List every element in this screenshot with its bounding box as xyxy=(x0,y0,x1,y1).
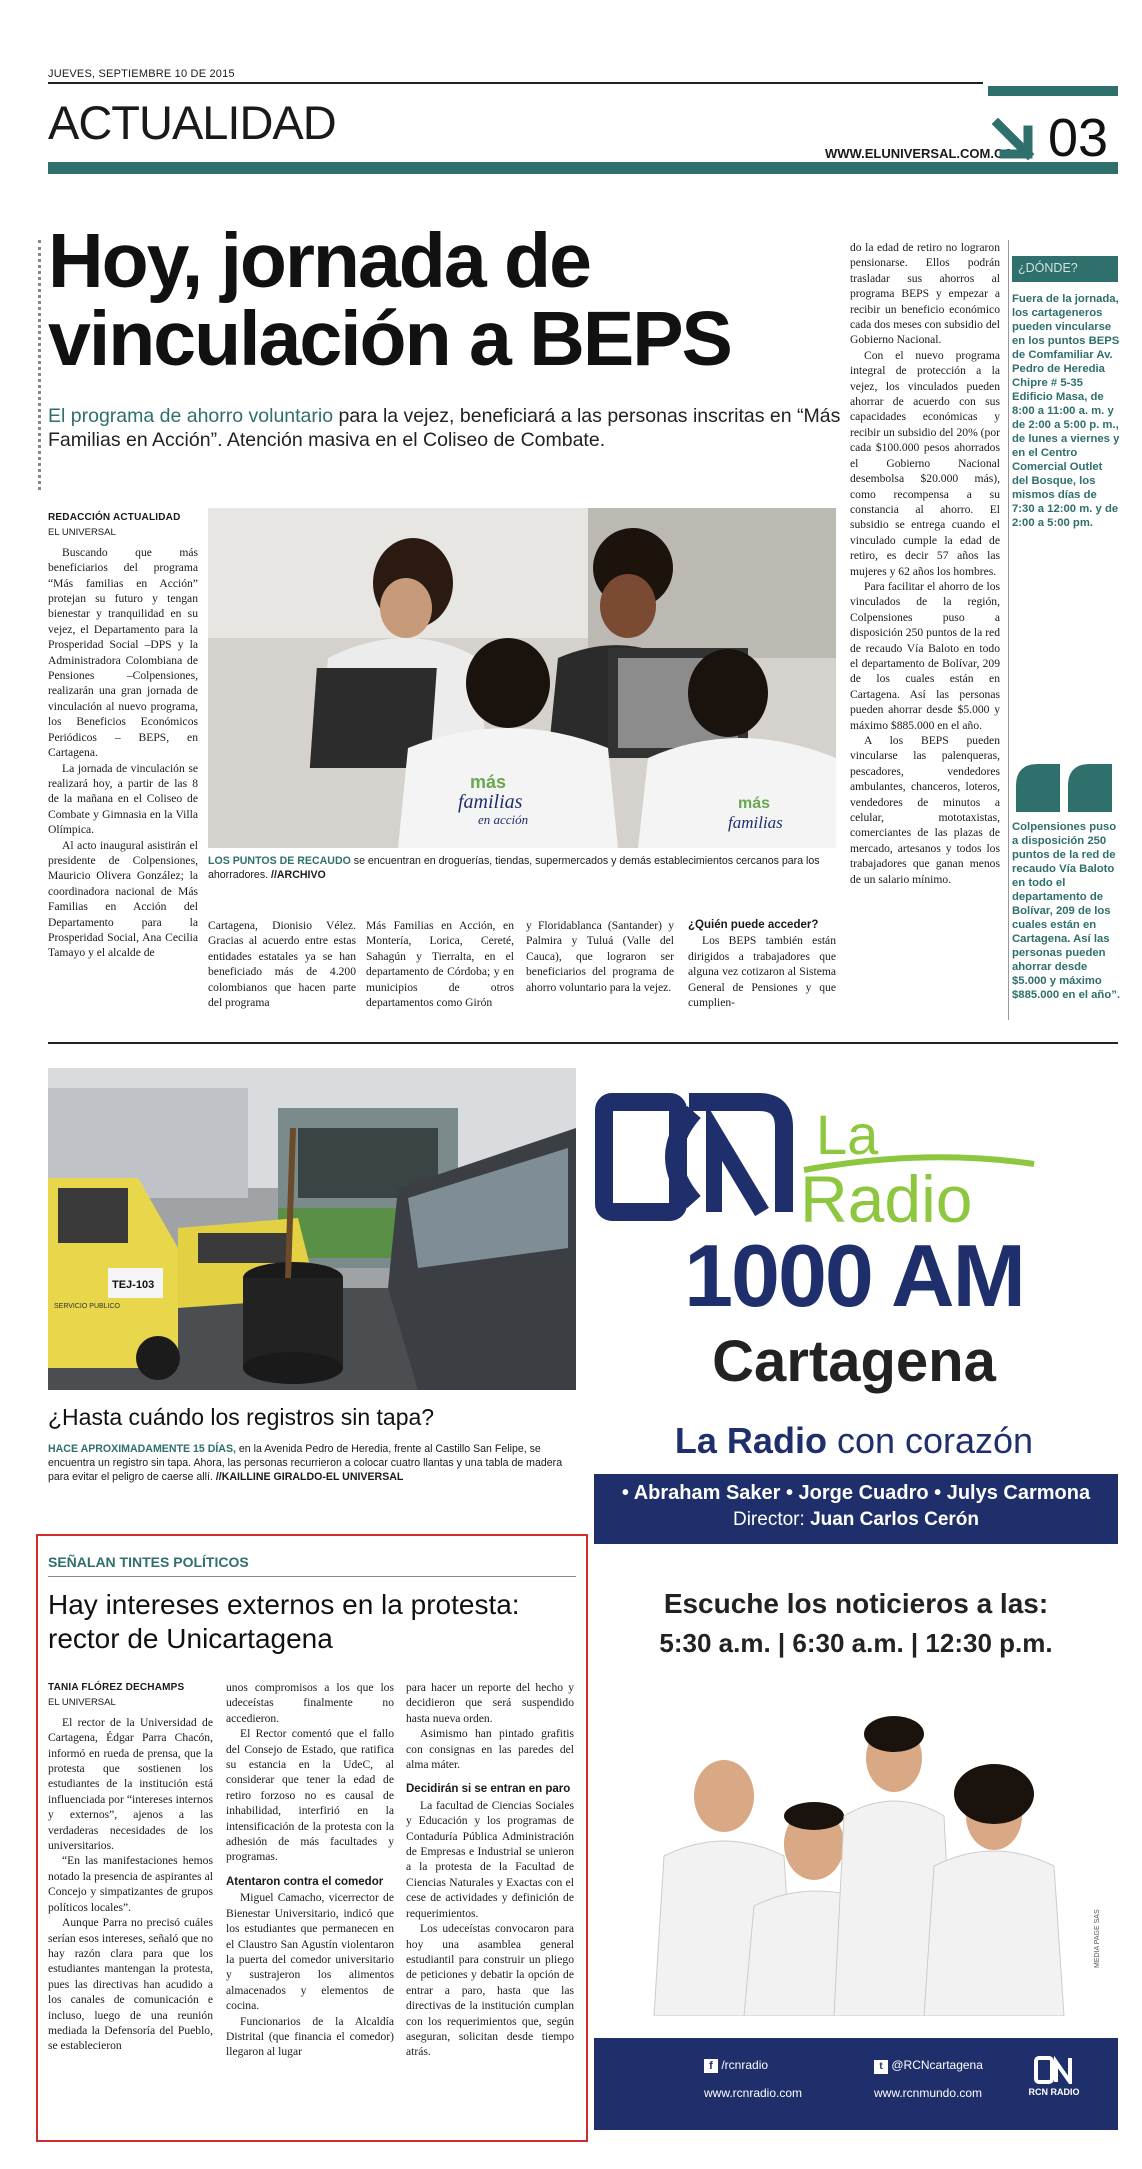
second-col2-p3: Miguel Camacho, vicerrector de Bienestar Universitario, indicó que los estudiantes que permanecen en el Claustro San Agustín violentaron la puerta del comedor universitario y sustrajeron los alimentos almacenados y elementos de cocina. xyxy=(226,1891,394,2013)
rcn-footer-logo-text: RCN RADIO xyxy=(1028,2087,1080,2097)
main-photo xyxy=(208,508,836,848)
photo-story-caption-text: en la Avenida Pedro de Heredia, frente al Castillo San Felipe, se encuentra un registro sin tapa. Ahora, las personas recurrieron a colocar cuatro llantas y una tabla de madera para evitar el peligro de caerse allí. xyxy=(48,1443,563,1483)
page-number-box xyxy=(988,108,1118,174)
second-col2-p4: Funcionarios de la Alcaldía Distrital (que financia el comedor) llegaron al lugar xyxy=(226,2014,394,2059)
main-byline-sub: EL UNIVERSAL xyxy=(48,527,116,539)
header-teal-band xyxy=(48,162,1118,174)
second-col3-subhead: Decidirán si se entran en paro xyxy=(406,1783,571,1796)
ad-listen: Escuche los noticieros a las: xyxy=(663,1588,1049,1619)
main-col5-subhead: ¿Quién puede acceder? xyxy=(688,919,819,931)
ad-director-name: Juan Carlos Cerón xyxy=(810,1509,979,1530)
main-col6-p3: Para facilitar el ahorro de los vinculados de la región, Colpensiones puso a disposición 250 puntos de la red de recaudo Vía Baloto en todo el departamento de Bolívar, 209 de los cuales están en Cartagena. Así las personas pueden ahorrar desde $5.000 y máximo $885.000 en el año. xyxy=(850,579,1000,732)
ad-director-label: Director: xyxy=(732,1509,811,1530)
deck-text: para la vejez, beneficiará a las personas inscritas en “Más Familias en Acción”. Atención masiva en el Coliseo de Combate. xyxy=(48,405,841,451)
caption-lead: LOS PUNTOS DE RECAUDO xyxy=(208,855,351,867)
second-col1-p2: “En las manifestaciones hemos notado la presencia de aspirantes al Concejo y simpatizantes de grupos políticos locales”. xyxy=(48,1854,213,1914)
ad-hosts: • Abraham Saker • Jorge Cuadro • Julys Carmona xyxy=(621,1482,1091,1504)
logo-la: La xyxy=(816,1103,879,1166)
shirt-logo-1: más xyxy=(470,772,507,792)
header-top-rule xyxy=(48,82,983,84)
street-photo xyxy=(48,1068,576,1390)
rcn-ad[interactable] xyxy=(594,1068,1118,2130)
main-column-6 xyxy=(850,240,1000,887)
main-column-5 xyxy=(688,918,836,1010)
main-col1-p2: La jornada de vinculación se realizará hoy, a partir de las 8 de la mañana en el Coliseo de Combate y Gimnasia en la Villa Olímpica. xyxy=(48,761,198,837)
page-number: 03 xyxy=(1048,108,1109,168)
main-headline-line2: vinculación a BEPS xyxy=(48,296,731,382)
donde-label-box: ¿DÓNDE? xyxy=(1012,256,1118,282)
taxi-label: SERVICIO PUBLICO xyxy=(54,1303,121,1310)
shirt-logo-3: en acción xyxy=(478,812,529,827)
main-column-4 xyxy=(526,918,674,995)
deck-highlight: El programa de ahorro voluntario xyxy=(48,405,334,427)
photo-story-caption-lead: HACE APROXIMADAMENTE 15 DÍAS, xyxy=(48,1443,236,1455)
photo-story-caption xyxy=(48,1442,576,1484)
main-col6-p4: A los BEPS pueden vincularse las palenqueras, pescadores, vendedores ambulantes, chanceros, loteros, vendedores de minutos a celular, mototaxistas, comerciantes de las plazas de mercado, artesanos y todos los trabajadores que ganan menos de un salario mínimo. xyxy=(850,734,1000,886)
facebook-handle[interactable]: /rcnradio xyxy=(721,2058,769,2072)
second-col3-p1: para hacer un reporte del hecho y decidieron que será suspendido hasta nueva orden. xyxy=(406,1681,574,1725)
facebook-icon[interactable]: f xyxy=(704,2059,718,2073)
second-col2-p2: El Rector comentó que el fallo del Consejo de Estado, que ratifica su estancia en la UdeC, al considerar que tener la edad de retiro forzoso no es causal de inhabilidad, interfirió en la intensificación de la protesta con la adhesión de más facultades y programas. xyxy=(226,1727,394,1864)
second-column-2 xyxy=(226,1680,394,2060)
ad-frequency: 1000 AM xyxy=(684,1226,1024,1325)
second-col1-p3: Aunque Parra no precisó cuáles serían esos intereses, señaló que no hay razón clara para que los estudiantes mantengan la protesta, pues las directivas han acudido a los canales de comunicación e incluso, luego de una reunión mediada la Defensoría del Pueblo, se establecieron xyxy=(48,1916,213,2053)
second-column-1 xyxy=(48,1680,213,2054)
logo-radio: Radio xyxy=(800,1162,973,1236)
main-col2-text: Cartagena, Dionisio Vélez. Gracias al acuerdo entre estas entidades estatales ya se han beneficiado más de 4.200 colombianos que hacen parte del programa xyxy=(208,919,356,1010)
main-col6-p1: do la edad de retiro no lograron pensionarse. Ellos podrán trasladar sus ahorros al programa BEPS y empezar a recibir un beneficio económico cada dos meses con subsidio del Gobierno Nacional. xyxy=(850,241,1000,347)
caption-credit: //ARCHIVO xyxy=(268,869,326,881)
shirt-logo-4: más xyxy=(738,795,771,812)
rcn-footer-logo-icon xyxy=(1034,2056,1074,2084)
shirt-logo-5: familias xyxy=(728,813,783,832)
ad-hosts-photo xyxy=(594,1676,1118,2016)
main-photo-caption xyxy=(208,854,836,882)
ad-footer xyxy=(594,2038,1118,2130)
main-headline xyxy=(48,218,731,382)
dot-leader-left xyxy=(38,240,41,490)
main-column-1 xyxy=(48,510,198,961)
second-col3-p4: Los udeceístas convocaron para hoy una asamblea general estudiantil para construir un pliego de peticiones y debatir la opción de entrar a paro, hasta que las directivas de la institución cumplan con los requerimientos que, según aseguran, solicitan desde tiempo atrás. xyxy=(406,1922,574,2059)
main-col6-p2: Con el nuevo programa integral de protección a la vejez, los vinculados pueden ahorrar de acuerdo con sus capacidades económicas y recibir un subsidio del 20% (por cada $100.000 pesos ahorrados el Gobierno Nacional desembolsa $20.000 más), como recompensa a su constancia al ahorro. El subsidio se entrega cuando el vinculado cumple la edad de retiro, es decir 57 años las mujeres y 62 años los hombres. xyxy=(850,348,1000,578)
photo-story-caption-credit: //KAILLINE GIRALDO-EL UNIVERSAL xyxy=(212,1471,404,1483)
donde-text: Fuera de la jornada, los cartageneros pueden vincularse en los puntos BEPS de Comfamiliar Av. Pedro de Heredia Chipre # 5-35 Edificio Masa, de 8:00 a 11:00 a. m. y de 2:00 a 5:00 p. m., de lunes a viernes y en el Centro Comercial Outlet del Bosque, los mismos días de 7:30 a 12:00 m. y de 2:00 a 5:00 pm. xyxy=(1012,293,1120,529)
street-photo-illustration xyxy=(48,1068,576,1390)
ad-slogan-rest: con corazón xyxy=(826,1420,1034,1461)
twitter-icon[interactable]: t xyxy=(874,2060,888,2074)
ad-hosts-band xyxy=(594,1474,1118,1544)
taxi-plate: TEJ-103 xyxy=(112,1279,155,1291)
second-col3-p3: La facultad de Ciencias Sociales y Educación y los programas de Contaduría Pública Administración de Empresas e Industrial se unieron a la protesta de la Facultad de Ciencias Naturales y Exactas con el cese de actividades y definición de requerimientos. xyxy=(406,1798,574,1920)
second-kicker: SEÑALAN TINTES POLÍTICOS xyxy=(48,1554,249,1570)
second-byline: TANIA FLÓREZ DECHAMPS xyxy=(48,1682,185,1693)
second-col2-subhead: Atentaron contra el comedor xyxy=(226,1875,384,1888)
ad-url-2[interactable]: www.rcnmundo.com xyxy=(874,2086,983,2100)
second-col1-p1: El rector de la Universidad de Cartagena, Édgar Parra Chacón, informó en rueda de prensa, que la protesta que sostienen los estudiantes de la institución está influenciada por “intereses internos y externos”, ajenos a las verdaderas necesidades de los universitarios. xyxy=(48,1715,213,1853)
second-col2-p1: unos compromisos a los que los udeceístas finalmente no accedieron. xyxy=(226,1681,394,1725)
main-col5-text: Los BEPS también están dirigidos a trabajadores que alguna vez cotizaron al Sistema General de Pensiones y que cumplien- xyxy=(688,934,836,1010)
main-byline: REDACCIÓN ACTUALIDAD xyxy=(48,512,181,523)
website-url[interactable]: WWW.ELUNIVERSAL.COM.CO xyxy=(825,146,1014,161)
ad-times: 5:30 a.m. | 6:30 a.m. | 12:30 p.m. xyxy=(659,1628,1053,1658)
section-title: ACTUALIDAD xyxy=(48,96,336,149)
main-col4-text: y Floridablanca (Santander) y Palmira y Tuluá (Valle del Cauca), que lograron ser beneficiarios del programa de ahorro voluntario para la vejez. xyxy=(526,919,674,994)
main-headline-line1: Hoy, jornada de xyxy=(48,218,590,304)
ad-vertical-credit: MEDIA PAGE SAS xyxy=(1094,1909,1101,1968)
second-byline-sub: EL UNIVERSAL xyxy=(48,1697,116,1709)
second-col3-p2: Asimismo han pintado grafitis con consignas en las paredes del alma máter. xyxy=(406,1727,574,1772)
second-kicker-rule xyxy=(48,1576,576,1577)
ad-slogan-bold: La Radio xyxy=(674,1420,827,1461)
header-teal-band-top xyxy=(988,86,1118,96)
main-col1-p1: Buscando que más beneficiarios del programa “Más familias en Acción” protejan su futuro y tengan bienestar y tranquilidad en su vejez, el Departamento para la Prosperidad Social –DPS y la Administradora Colombiana de Pensiones –Colpensiones, realizarán una gran jornada de vinculación al nuevo programa, los Beneficios Económicos Periódicos – BEPS, en Cartagena. xyxy=(48,545,198,760)
second-headline xyxy=(48,1588,520,1656)
second-headline-line1: Hay intereses externos en la protesta: xyxy=(48,1589,520,1620)
pull-quote-text: Colpensiones puso a disposición 250 puntos de la red de recaudo Vía Baloto en todo el departamento de Bolívar, 209 de los cuales están en Cartagena. Así las personas pueden ahorrar desde $5.000 y máximo $885.000 en el año”. xyxy=(1012,821,1121,1001)
main-column-2 xyxy=(208,918,356,1010)
sidebar-divider xyxy=(1008,240,1009,1020)
twitter-handle[interactable]: @RCNcartagena xyxy=(891,2058,983,2072)
down-right-arrow-icon xyxy=(992,118,1048,170)
main-column-3 xyxy=(366,918,514,1010)
photo-story-headline: ¿Hasta cuándo los registros sin tapa? xyxy=(48,1404,435,1430)
ad-slogan xyxy=(594,1420,1114,1462)
ad-url-1[interactable]: www.rcnradio.com xyxy=(704,2086,803,2100)
main-col1-p3: Al acto inaugural asistirán el presidente de Colpensiones, Mauricio Olivera González; la coordinadora nacional de Más Familias en Acción del Departamento para la Prosperidad Social, Ana Cecilia Tamayo y el alcalde de xyxy=(48,838,198,960)
main-deck xyxy=(48,404,843,452)
rcn-logo-icon xyxy=(594,1092,1114,1242)
section-divider xyxy=(48,1042,1118,1044)
quote-marks-icon xyxy=(1012,762,1118,812)
page-date: JUEVES, SEPTIEMBRE 10 DE 2015 xyxy=(48,68,235,80)
main-photo-illustration xyxy=(208,508,836,848)
ad-city: Cartagena xyxy=(712,1329,996,1394)
shirt-logo-2: familias xyxy=(458,791,523,813)
main-col3-text: Más Familias en Acción, en Montería, Lorica, Cereté, Sahagún y Tierralta, en el departamento de Córdoba; y en municipios de otros departamentos como Girón xyxy=(366,919,514,1010)
caption-text: se encuentran en droguerías, tiendas, supermercados y demás establecimientos cercanos para los ahorradores. xyxy=(208,855,820,881)
second-headline-line2: rector de Unicartagena xyxy=(48,1623,333,1654)
second-column-3 xyxy=(406,1680,574,2060)
